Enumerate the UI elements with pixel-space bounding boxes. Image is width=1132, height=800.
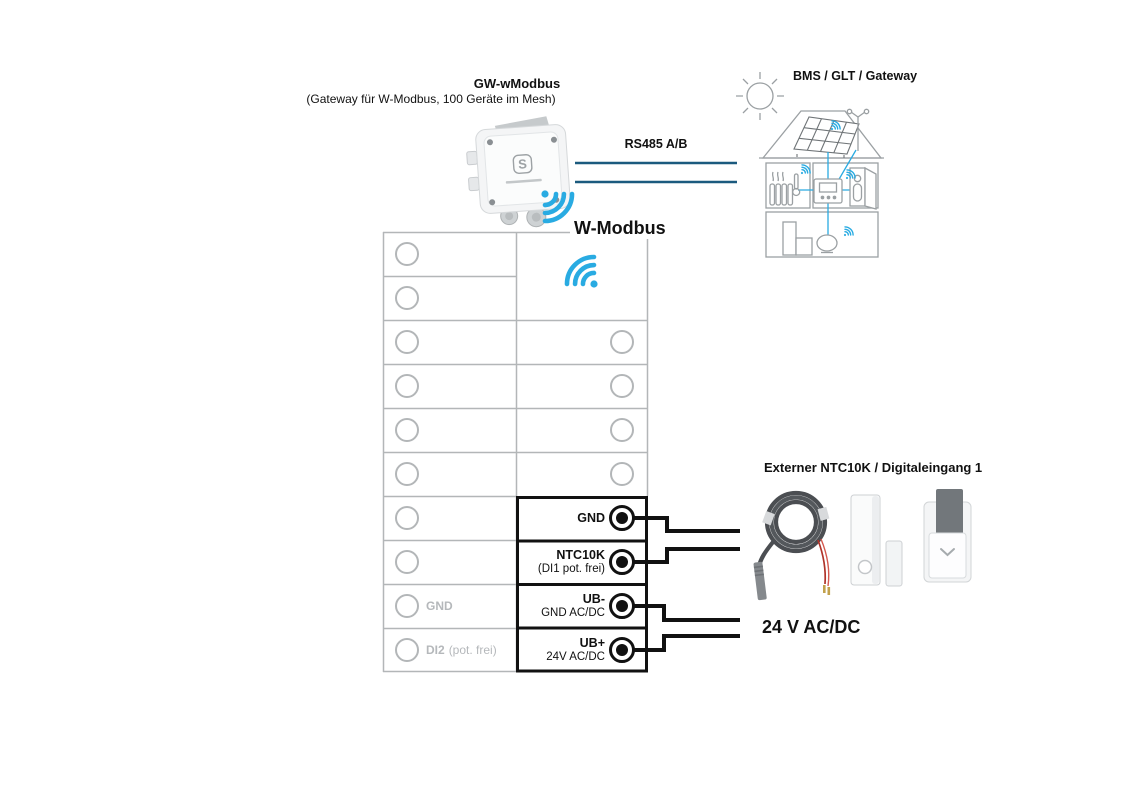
logo-letter: S bbox=[517, 156, 528, 172]
power-label: 24 V AC/DC bbox=[762, 617, 861, 637]
cable-sensor-image bbox=[753, 493, 830, 600]
terminal-label-ub-minus: UB- GND AC/DC bbox=[541, 592, 605, 619]
terminal-label-ntc10k: NTC10K (DI1 pot. frei) bbox=[537, 548, 605, 575]
left-label-gnd: GND bbox=[426, 599, 453, 613]
gateway-title: GW-wModbus bbox=[473, 76, 561, 91]
sun-icon bbox=[736, 72, 784, 120]
terminal-label-ub-plus: UB+ 24V AC/DC bbox=[546, 636, 605, 663]
keycard-switch-image bbox=[924, 489, 971, 582]
door-contact-image bbox=[851, 495, 902, 586]
rs485-label: RS485 A/B bbox=[624, 137, 688, 151]
wmodbus-label: W-Modbus bbox=[570, 218, 670, 239]
building-illustration bbox=[736, 72, 884, 257]
bms-label: BMS / GLT / Gateway bbox=[793, 69, 918, 83]
wmodbus-wifi-icon bbox=[561, 251, 610, 300]
gateway-subtitle: (Gateway für W-Modbus, 100 Geräte im Mesh) bbox=[306, 92, 556, 106]
terminal-label-gnd: GND bbox=[577, 511, 605, 525]
gateway-device-image bbox=[465, 115, 572, 231]
rs485-bus-lines bbox=[575, 163, 737, 182]
left-label-di2: DI2 (pot. frei) bbox=[426, 643, 497, 657]
external-input-label: Externer NTC10K / Digitaleingang 1 bbox=[764, 460, 983, 475]
room-controller-icon bbox=[814, 179, 842, 203]
